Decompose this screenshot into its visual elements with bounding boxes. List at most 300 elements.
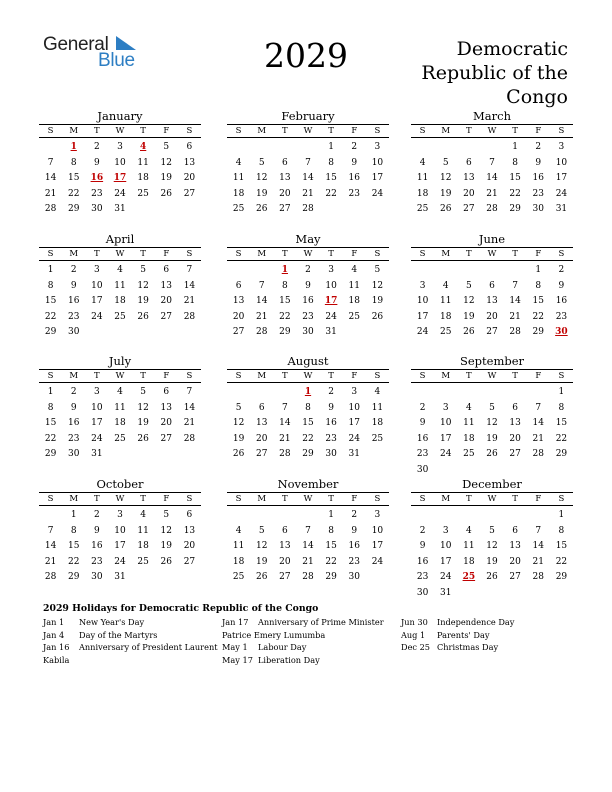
day-cell: 28: [532, 572, 544, 582]
day-cell: 15: [302, 418, 314, 428]
day-cell: 1: [558, 510, 565, 520]
day-cell: 23: [325, 433, 337, 444]
day-cell: 8: [47, 402, 54, 413]
weekday-label: W: [303, 249, 313, 259]
calendar-year: 2029: [264, 36, 348, 75]
day-cell: 30: [348, 572, 360, 582]
day-cell: 24: [416, 327, 429, 337]
day-cell: 18: [137, 173, 149, 183]
day-cell: 12: [255, 173, 268, 183]
weekday-header: [411, 124, 573, 138]
day-cell: 14: [302, 173, 314, 183]
day-grid: [39, 261, 201, 341]
weekday-label: M: [441, 249, 451, 259]
day-cell: 5: [163, 142, 170, 152]
day-cell: 15: [555, 541, 568, 551]
day-cell: 10: [91, 280, 103, 291]
holiday-name: Parents' Day: [437, 629, 490, 640]
day-cell: 19: [255, 556, 268, 567]
weekday-label: T: [512, 494, 518, 504]
holidays-title: 2029 Holidays for Democratic Republic of the Congo: [43, 603, 319, 614]
month-title: May: [295, 232, 321, 246]
weekday-label: S: [235, 249, 242, 259]
day-grid: [227, 138, 389, 218]
weekday-label: W: [303, 126, 313, 136]
day-cell: 7: [489, 157, 495, 168]
day-cell: 19: [160, 173, 172, 183]
day-cell: 26: [160, 556, 172, 567]
day-cell: 1: [70, 510, 77, 520]
day-cell: 29: [44, 449, 57, 459]
day-cell: 25: [416, 204, 429, 214]
holiday-entry: [222, 654, 397, 667]
holiday-entry: [43, 641, 218, 654]
day-cell: 18: [416, 188, 429, 199]
day-cell: 7: [305, 525, 311, 536]
day-cell: 10: [555, 157, 568, 168]
day-cell: 13: [160, 280, 172, 291]
day-cell: 15: [279, 296, 291, 306]
day-cell: 14: [44, 173, 57, 183]
day-cell: 18: [463, 433, 475, 444]
holiday-day-cell: 25: [462, 572, 476, 582]
day-cell: 15: [532, 296, 544, 306]
day-cell: 30: [325, 449, 337, 459]
day-cell: 9: [351, 157, 358, 168]
day-cell: 25: [114, 311, 126, 322]
day-cell: 13: [160, 402, 172, 413]
day-cell: 8: [558, 402, 565, 413]
day-cell: 26: [137, 433, 149, 444]
empty-day-cell: [434, 508, 457, 524]
empty-day-cell: [227, 385, 250, 401]
holiday-date: Jan 4: [43, 629, 65, 640]
day-cell: 16: [325, 418, 337, 428]
day-cell: 29: [325, 572, 337, 582]
day-cell: 18: [232, 556, 245, 567]
month-title: January: [97, 109, 143, 123]
month-title: November: [277, 477, 339, 491]
day-cell: 13: [183, 525, 196, 536]
day-cell: 19: [160, 541, 172, 551]
day-cell: 13: [183, 157, 196, 168]
holiday-date: Jun 30: [401, 617, 428, 627]
weekday-label: S: [186, 249, 193, 259]
month-may: [227, 232, 389, 341]
day-cell: 29: [44, 327, 57, 337]
day-grid: [227, 506, 389, 586]
day-cell: 27: [509, 572, 521, 582]
day-cell: 4: [235, 525, 242, 536]
day-cell: 30: [532, 204, 544, 214]
day-cell: 20: [463, 188, 475, 199]
empty-day-cell: [504, 263, 527, 279]
day-cell: 11: [232, 173, 245, 183]
country-name-line: Congo: [506, 86, 568, 108]
weekday-label: T: [466, 249, 472, 259]
day-cell: 9: [328, 402, 334, 413]
weekday-label: F: [163, 494, 170, 504]
day-cell: 22: [302, 433, 314, 444]
weekday-header: [39, 492, 201, 506]
day-cell: 6: [281, 525, 288, 536]
weekday-label: T: [140, 126, 146, 136]
day-cell: 11: [137, 525, 149, 536]
day-cell: 2: [535, 142, 542, 152]
weekday-label: S: [558, 494, 565, 504]
day-cell: 18: [137, 541, 149, 551]
weekday-label: W: [487, 249, 497, 259]
weekday-label: F: [163, 249, 170, 259]
day-cell: 27: [183, 556, 196, 567]
day-cell: 5: [258, 525, 265, 536]
day-cell: 17: [439, 556, 452, 567]
day-cell: 15: [44, 296, 57, 306]
month-title: March: [473, 109, 511, 123]
empty-day-cell: [250, 263, 273, 279]
day-cell: 31: [439, 587, 452, 598]
weekday-label: M: [257, 494, 267, 504]
day-cell: 8: [70, 157, 77, 168]
day-cell: 1: [47, 265, 54, 275]
weekday-label: F: [351, 126, 358, 136]
empty-day-cell: [39, 508, 62, 524]
day-grid: [411, 261, 573, 341]
day-cell: 15: [555, 418, 568, 428]
day-cell: 5: [258, 157, 265, 168]
day-cell: 25: [371, 433, 384, 444]
day-cell: 14: [509, 296, 521, 306]
weekday-label: S: [558, 371, 565, 381]
day-cell: 27: [255, 449, 268, 459]
day-cell: 22: [555, 433, 568, 444]
day-cell: 17: [371, 541, 384, 551]
weekday-label: S: [47, 249, 54, 259]
day-cell: 27: [279, 572, 291, 582]
day-cell: 11: [463, 418, 475, 428]
weekday-label: S: [419, 371, 426, 381]
day-cell: 28: [302, 204, 314, 214]
weekday-label: T: [282, 494, 288, 504]
weekday-label: S: [419, 126, 426, 136]
day-cell: 21: [302, 188, 314, 199]
empty-day-cell: [457, 508, 480, 524]
day-cell: 7: [305, 157, 311, 168]
day-cell: 7: [512, 280, 518, 291]
day-cell: 6: [258, 402, 265, 413]
day-cell: 19: [463, 311, 475, 322]
weekday-label: T: [328, 494, 334, 504]
weekday-label: T: [94, 371, 100, 381]
holiday-day-cell: 17: [324, 296, 338, 306]
holiday-name: Independence Day: [437, 617, 515, 627]
day-cell: 24: [114, 556, 126, 567]
month-november: [227, 477, 389, 586]
day-cell: 17: [348, 418, 360, 428]
weekday-label: T: [94, 249, 100, 259]
day-cell: 30: [416, 464, 429, 475]
day-cell: 19: [439, 188, 452, 199]
month-title: August: [287, 354, 329, 368]
day-cell: 22: [67, 556, 80, 567]
day-cell: 2: [305, 265, 311, 275]
day-cell: 10: [371, 525, 384, 536]
day-cell: 16: [91, 541, 103, 551]
day-cell: 20: [509, 556, 521, 567]
day-cell: 14: [44, 541, 57, 551]
day-cell: 29: [302, 449, 314, 459]
day-cell: 28: [255, 327, 268, 337]
day-cell: 4: [140, 510, 146, 520]
day-cell: 19: [255, 188, 268, 199]
weekday-label: S: [374, 494, 381, 504]
day-cell: 10: [439, 541, 452, 551]
day-cell: 12: [486, 418, 498, 428]
day-cell: 23: [532, 188, 544, 199]
holiday-name: Labour Day: [258, 642, 307, 652]
weekday-label: M: [69, 249, 79, 259]
day-cell: 26: [463, 327, 475, 337]
weekday-label: S: [47, 126, 54, 136]
day-cell: 6: [512, 525, 518, 536]
day-cell: 16: [555, 296, 568, 306]
day-cell: 9: [535, 157, 542, 168]
day-cell: 31: [555, 204, 568, 214]
day-cell: 8: [512, 157, 518, 168]
day-cell: 18: [371, 418, 384, 428]
day-cell: 30: [91, 204, 103, 214]
holiday-entry: [401, 629, 571, 642]
day-cell: 27: [232, 327, 245, 337]
day-cell: 21: [486, 188, 498, 199]
weekday-label: S: [374, 249, 381, 259]
day-cell: 30: [416, 587, 429, 598]
day-cell: 18: [232, 188, 245, 199]
day-cell: 29: [555, 572, 568, 582]
weekday-label: W: [115, 249, 125, 259]
weekday-label: M: [69, 494, 79, 504]
day-cell: 5: [140, 387, 146, 397]
month-september: [411, 354, 573, 478]
day-cell: 18: [439, 311, 452, 322]
weekday-label: F: [535, 494, 542, 504]
day-cell: 14: [486, 173, 498, 183]
weekday-label: T: [466, 126, 472, 136]
day-cell: 16: [67, 296, 80, 306]
day-cell: 7: [281, 402, 288, 413]
weekday-header: [411, 369, 573, 383]
day-cell: 23: [91, 556, 103, 567]
day-cell: 20: [183, 541, 196, 551]
day-cell: 7: [47, 157, 54, 168]
day-cell: 24: [371, 556, 384, 567]
empty-day-cell: [273, 508, 296, 524]
day-cell: 15: [44, 418, 57, 428]
empty-day-cell: [296, 140, 319, 156]
day-cell: 3: [93, 265, 100, 275]
weekday-label: T: [512, 371, 518, 381]
weekday-label: S: [47, 494, 54, 504]
day-cell: 7: [535, 402, 542, 413]
month-title: February: [281, 109, 335, 123]
day-grid: [227, 383, 389, 463]
day-cell: 24: [348, 433, 360, 444]
weekday-header: [411, 247, 573, 261]
day-cell: 3: [419, 280, 426, 291]
day-cell: 23: [91, 188, 103, 199]
holiday-entry: [222, 629, 397, 642]
day-cell: 31: [114, 572, 126, 582]
day-cell: 28: [279, 449, 291, 459]
day-cell: 13: [509, 541, 521, 551]
day-cell: 4: [351, 265, 358, 275]
weekday-label: M: [257, 371, 267, 381]
day-grid: [39, 506, 201, 586]
day-cell: 19: [486, 433, 498, 444]
country-name-line: Republic of the: [421, 62, 568, 84]
day-cell: 2: [419, 525, 426, 536]
day-cell: 12: [255, 541, 268, 551]
empty-day-cell: [273, 385, 296, 401]
weekday-label: W: [303, 371, 313, 381]
day-cell: 21: [183, 296, 196, 306]
day-cell: 9: [305, 280, 311, 291]
day-cell: 16: [302, 296, 314, 306]
empty-day-cell: [457, 263, 480, 279]
day-cell: 23: [67, 311, 80, 322]
holiday-entry: [43, 629, 218, 642]
day-cell: 6: [186, 142, 193, 152]
day-cell: 30: [67, 449, 80, 459]
day-cell: 16: [67, 418, 80, 428]
day-cell: 23: [348, 556, 360, 567]
empty-day-cell: [273, 140, 296, 156]
weekday-label: S: [186, 126, 193, 136]
day-cell: 13: [463, 173, 475, 183]
day-cell: 31: [325, 327, 337, 337]
day-cell: 3: [351, 387, 358, 397]
day-cell: 24: [555, 188, 568, 199]
month-title: September: [459, 354, 525, 368]
day-cell: 28: [532, 449, 544, 459]
day-cell: 14: [532, 418, 544, 428]
holiday-date: May 1: [222, 642, 248, 652]
weekday-label: T: [140, 494, 146, 504]
day-cell: 7: [186, 265, 193, 275]
day-cell: 25: [137, 188, 149, 199]
month-title: June: [478, 232, 506, 246]
day-cell: 16: [532, 173, 544, 183]
day-cell: 4: [419, 157, 426, 168]
empty-day-cell: [480, 140, 503, 156]
day-cell: 1: [328, 142, 334, 152]
day-cell: 31: [348, 449, 360, 459]
day-cell: 22: [509, 188, 521, 199]
day-cell: 16: [416, 433, 429, 444]
weekday-label: S: [235, 126, 242, 136]
day-cell: 2: [351, 142, 358, 152]
weekday-label: W: [115, 126, 125, 136]
day-cell: 11: [114, 402, 126, 413]
day-cell: 17: [114, 541, 126, 551]
day-cell: 18: [114, 296, 126, 306]
weekday-label: F: [163, 371, 170, 381]
day-cell: 9: [93, 525, 100, 536]
day-grid: [411, 138, 573, 218]
empty-day-cell: [457, 140, 480, 156]
day-cell: 11: [416, 173, 429, 183]
day-cell: 11: [232, 541, 245, 551]
month-february: [227, 109, 389, 218]
weekday-label: T: [94, 494, 100, 504]
day-cell: 11: [348, 280, 360, 291]
weekday-label: S: [558, 126, 565, 136]
day-cell: 13: [509, 418, 521, 428]
day-cell: 17: [91, 296, 103, 306]
weekday-label: W: [115, 494, 125, 504]
day-cell: 12: [160, 525, 172, 536]
day-cell: 9: [351, 525, 358, 536]
day-cell: 30: [67, 327, 80, 337]
empty-day-cell: [480, 508, 503, 524]
day-cell: 27: [183, 188, 196, 199]
day-cell: 7: [535, 525, 542, 536]
day-cell: 2: [328, 387, 334, 397]
holiday-day-cell: 1: [304, 387, 312, 397]
weekday-header: [39, 369, 201, 383]
empty-day-cell: [480, 385, 503, 401]
month-april: [39, 232, 201, 341]
day-cell: 10: [348, 402, 360, 413]
day-cell: 24: [371, 188, 384, 199]
weekday-label: F: [163, 126, 170, 136]
day-cell: 2: [93, 510, 100, 520]
day-cell: 12: [137, 402, 149, 413]
day-cell: 9: [70, 280, 77, 291]
weekday-header: [39, 124, 201, 138]
day-cell: 14: [183, 402, 196, 413]
day-cell: 17: [555, 173, 568, 183]
day-cell: 21: [509, 311, 521, 322]
holiday-entry: [43, 654, 218, 667]
day-cell: 3: [442, 402, 449, 413]
weekday-label: T: [282, 249, 288, 259]
weekday-label: S: [419, 494, 426, 504]
day-cell: 28: [302, 572, 314, 582]
holiday-date: Aug 1: [401, 629, 426, 640]
empty-day-cell: [227, 263, 250, 279]
day-cell: 10: [325, 280, 337, 291]
day-cell: 16: [348, 541, 360, 551]
weekday-label: F: [535, 371, 542, 381]
day-cell: 20: [232, 311, 245, 322]
day-cell: 1: [47, 387, 54, 397]
holiday-date: Dec 25: [401, 642, 431, 652]
day-grid: [227, 261, 389, 341]
weekday-label: F: [351, 249, 358, 259]
day-cell: 4: [117, 387, 123, 397]
month-title: October: [96, 477, 144, 491]
day-cell: 2: [70, 387, 77, 397]
day-cell: 26: [371, 311, 384, 322]
brand-name-blue: Blue: [98, 50, 135, 71]
day-cell: 20: [279, 188, 291, 199]
day-cell: 19: [137, 296, 149, 306]
day-cell: 29: [555, 449, 568, 459]
day-cell: 25: [463, 449, 475, 459]
weekday-label: F: [351, 371, 358, 381]
day-cell: 22: [555, 556, 568, 567]
